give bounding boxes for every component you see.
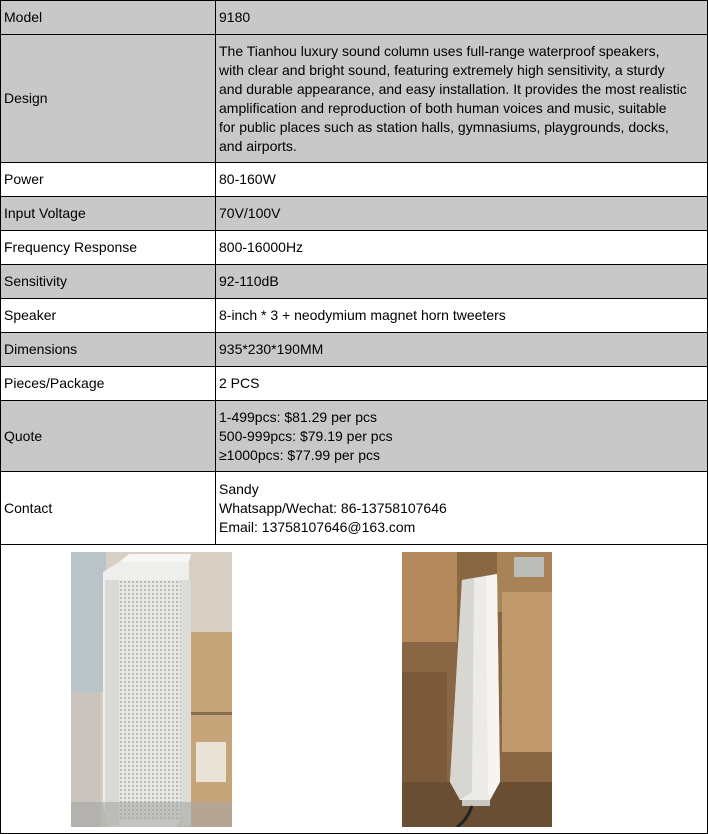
- quote-line: ≥1000pcs: $77.99 per pcs: [219, 446, 381, 463]
- row-power: [1, 163, 708, 197]
- contact-whatsapp: Whatsapp/Wechat: 86-13758107646: [219, 499, 447, 516]
- input-voltage-label: Input Voltage: [1, 197, 216, 231]
- row-contact: [1, 472, 708, 545]
- row-frequency-response: [1, 231, 708, 265]
- row-design: [1, 35, 708, 163]
- sensitivity-label: Sensitivity: [1, 265, 216, 299]
- row-photos: [1, 545, 708, 834]
- contact-email: Email: 13758107646@163.com: [219, 518, 416, 535]
- dimensions-value: 935*230*190MM: [216, 333, 708, 367]
- design-line: amplification and reproduction of both human voices and music, suitable: [219, 99, 667, 116]
- row-sensitivity: [1, 265, 708, 299]
- row-input-voltage: [1, 197, 708, 231]
- quote-line: 1-499pcs: $81.29 per pcs: [219, 408, 377, 425]
- quote-label: Quote: [1, 401, 216, 472]
- design-line: with clear and bright sound, featuring extremely high sensitivity, a sturdy: [219, 61, 665, 78]
- frequency-response-value: 800-16000Hz: [216, 231, 708, 265]
- design-value: [216, 35, 708, 163]
- design-line: and airports.: [219, 137, 297, 154]
- row-pieces-package: [1, 367, 708, 401]
- speaker-value: 8-inch * 3 + neodymium magnet horn tweeters: [216, 299, 708, 333]
- row-quote: [1, 401, 708, 472]
- photos-cell: [1, 545, 708, 834]
- sensitivity-value: 92-110dB: [216, 265, 708, 299]
- contact-value: [216, 472, 708, 545]
- quote-line: 500-999pcs: $79.19 per pcs: [219, 427, 393, 444]
- frequency-response-label: Frequency Response: [1, 231, 216, 265]
- design-line: for public places such as station halls, gymnasiums, playgrounds, docks,: [219, 118, 669, 135]
- power-value: 80-160W: [216, 163, 708, 197]
- design-label: Design: [1, 35, 216, 163]
- power-label: Power: [1, 163, 216, 197]
- pieces-package-value: 2 PCS: [216, 367, 708, 401]
- row-speaker: [1, 299, 708, 333]
- pieces-package-label: Pieces/Package: [1, 367, 216, 401]
- input-voltage-value: 70V/100V: [216, 197, 708, 231]
- contact-label: Contact: [1, 472, 216, 545]
- speaker-column-photo-side: [402, 552, 552, 827]
- speaker-column-photo-front: [71, 552, 232, 827]
- design-line: The Tianhou luxury sound column uses full-range waterproof speakers,: [219, 42, 660, 59]
- quote-value: [216, 401, 708, 472]
- speaker-label: Speaker: [1, 299, 216, 333]
- contact-name: Sandy: [219, 480, 259, 497]
- model-label: Model: [1, 1, 216, 35]
- model-value: 9180: [216, 1, 708, 35]
- row-dimensions: [1, 333, 708, 367]
- design-line: and durable appearance, and easy installation. It provides the most realistic: [219, 80, 687, 97]
- dimensions-label: Dimensions: [1, 333, 216, 367]
- row-model: [1, 1, 708, 35]
